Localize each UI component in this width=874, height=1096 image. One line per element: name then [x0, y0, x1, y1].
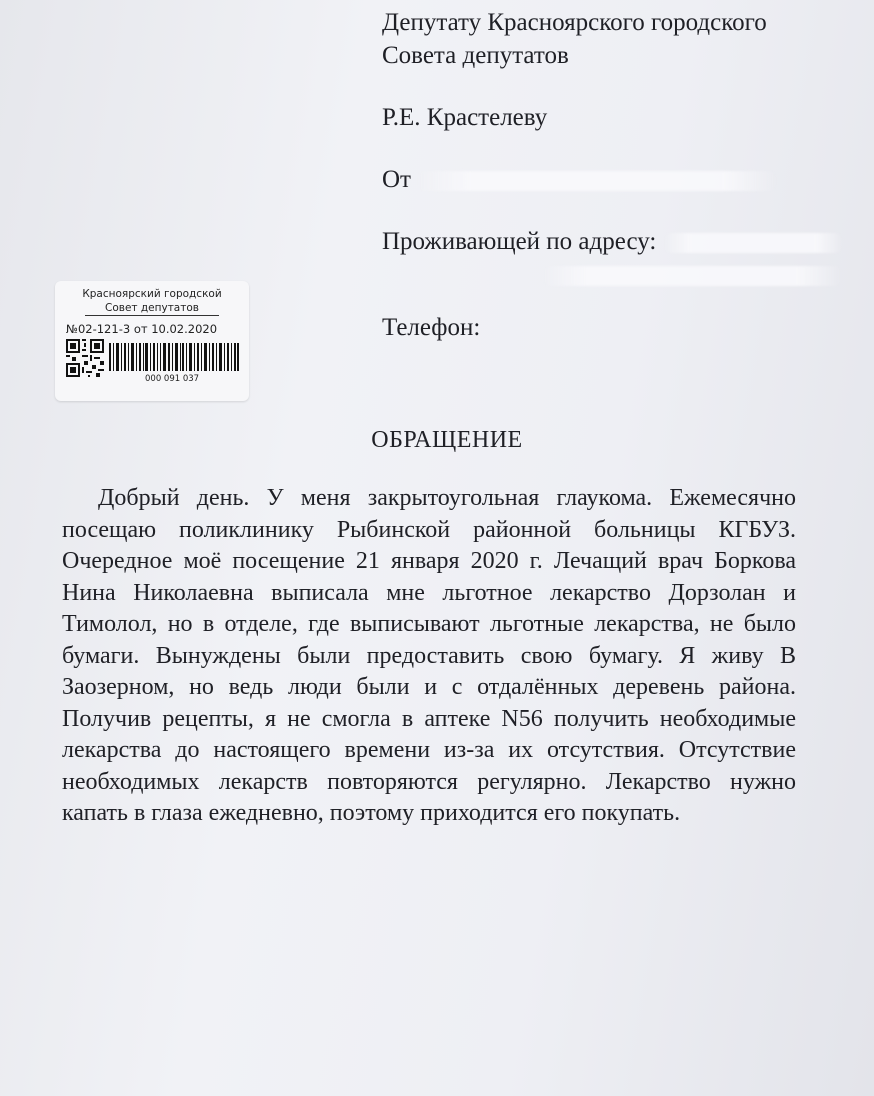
addressee-line-2: Совета депутатов [382, 42, 569, 69]
phone-line [382, 311, 852, 344]
stamp-org-line-2: Совет депутатов [85, 301, 219, 316]
phone-label: Телефон: [382, 314, 481, 341]
redacted-address [663, 233, 843, 253]
barcode-icon [109, 343, 239, 371]
addressee-block [382, 6, 852, 344]
address-line [382, 225, 852, 258]
from-line [382, 163, 852, 196]
registration-stamp [55, 281, 249, 401]
from-label: От [382, 166, 411, 193]
document-body: Добрый день. У меня закрытоугольная глаукома. Ежемесячно посещаю поликлинику Рыбинской районной больницы КГБУЗ. Очередное моё посещение 21 января 2020 г. Лечащий врач Боркова Нина Николаевна выписала мне льготное лекарство Дорзолан и Тимолол, но в отделе, где выписывают льготные лекарства, не было бумаги. Вынуждены были предоставить свою бумагу. Я живу В Заозерном, но ведь люди были и с отдалённых деревень района. Получив рецепты, я не смогла в аптеке N56 получить необходимые лекарства до настоящего времени из-за их отсутствия. Отсутствие необходимых лекарств повторяются регулярно. Лекарство нужно капать в глаза ежедневно, поэтому приходится его покупать. [62, 485, 796, 826]
redacted-sender-name [417, 171, 777, 191]
stamp-barcode-number: 000 091 037 [145, 374, 200, 384]
stamp-registration-number: №02-121-3 от 10.02.2020 [66, 322, 218, 336]
redacted-address-2 [542, 266, 842, 286]
stamp-org-line-1: Красноярский городской [82, 288, 222, 300]
address-line-2 [382, 258, 852, 291]
document-title: ОБРАЩЕНИЕ [371, 427, 523, 453]
addressee-name: Р.Е. Крастелеву [382, 104, 548, 131]
addressee-line-1: Депутату Красноярского городского [382, 9, 767, 36]
address-label: Проживающей по адресу: [382, 228, 657, 255]
qr-code-icon [66, 339, 104, 377]
stamp-organization [55, 287, 249, 316]
